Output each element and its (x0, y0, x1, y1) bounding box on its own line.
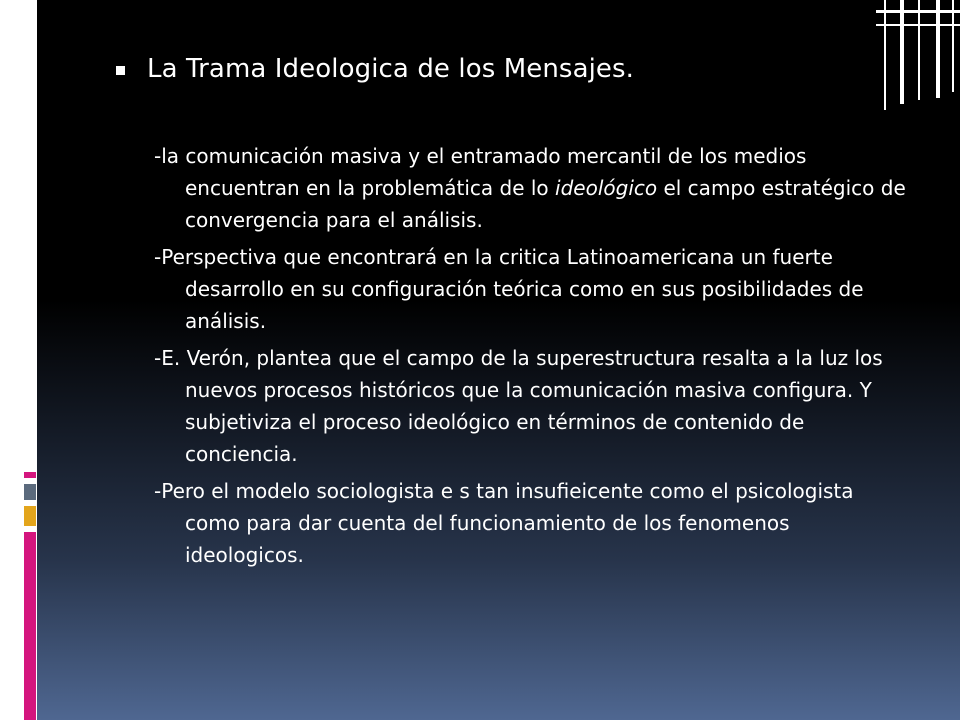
accent-strip-magenta-top (24, 472, 36, 478)
square-bullet-icon (116, 66, 125, 75)
paragraph-3: -E. Verón, plantea que el campo de la superestructura resalta a la luz los nuevos procesos históricos que la comunicación masiva configura. Y subjetiviza el proceso ideológico en términos de contenido de conciencia. (154, 346, 883, 466)
paragraph-2: -Perspectiva que encontrará en la critica Latinoamericana un fuerte desarrollo en su configuración teórica como en sus posibilidades de análisis. (154, 245, 864, 333)
slide-title: La Trama Ideologica de los Mensajes. (147, 54, 635, 84)
slide-body (154, 140, 914, 576)
paragraph-4: -Pero el modelo sociologista e s tan insufieicente como el psicologista como para dar cuenta del funcionamiento de los fenomenos ideologicos. (154, 479, 854, 567)
title-row (116, 52, 634, 86)
accent-strip-magenta (24, 532, 36, 720)
paragraph-1-text-start: -la comunicación masiva y el entramado mercantil de los medios encuentran en la problemática de lo (154, 144, 807, 200)
paragraph-1-text-end: el campo estratégico de convergencia para el análisis. (185, 176, 906, 232)
paragraph-1 (154, 140, 914, 236)
paragraph-1-emphasis: ideológico (555, 176, 658, 200)
accent-strip-gold (24, 506, 36, 526)
corner-line-decoration (876, 0, 960, 110)
accent-strip-gray (24, 484, 36, 500)
